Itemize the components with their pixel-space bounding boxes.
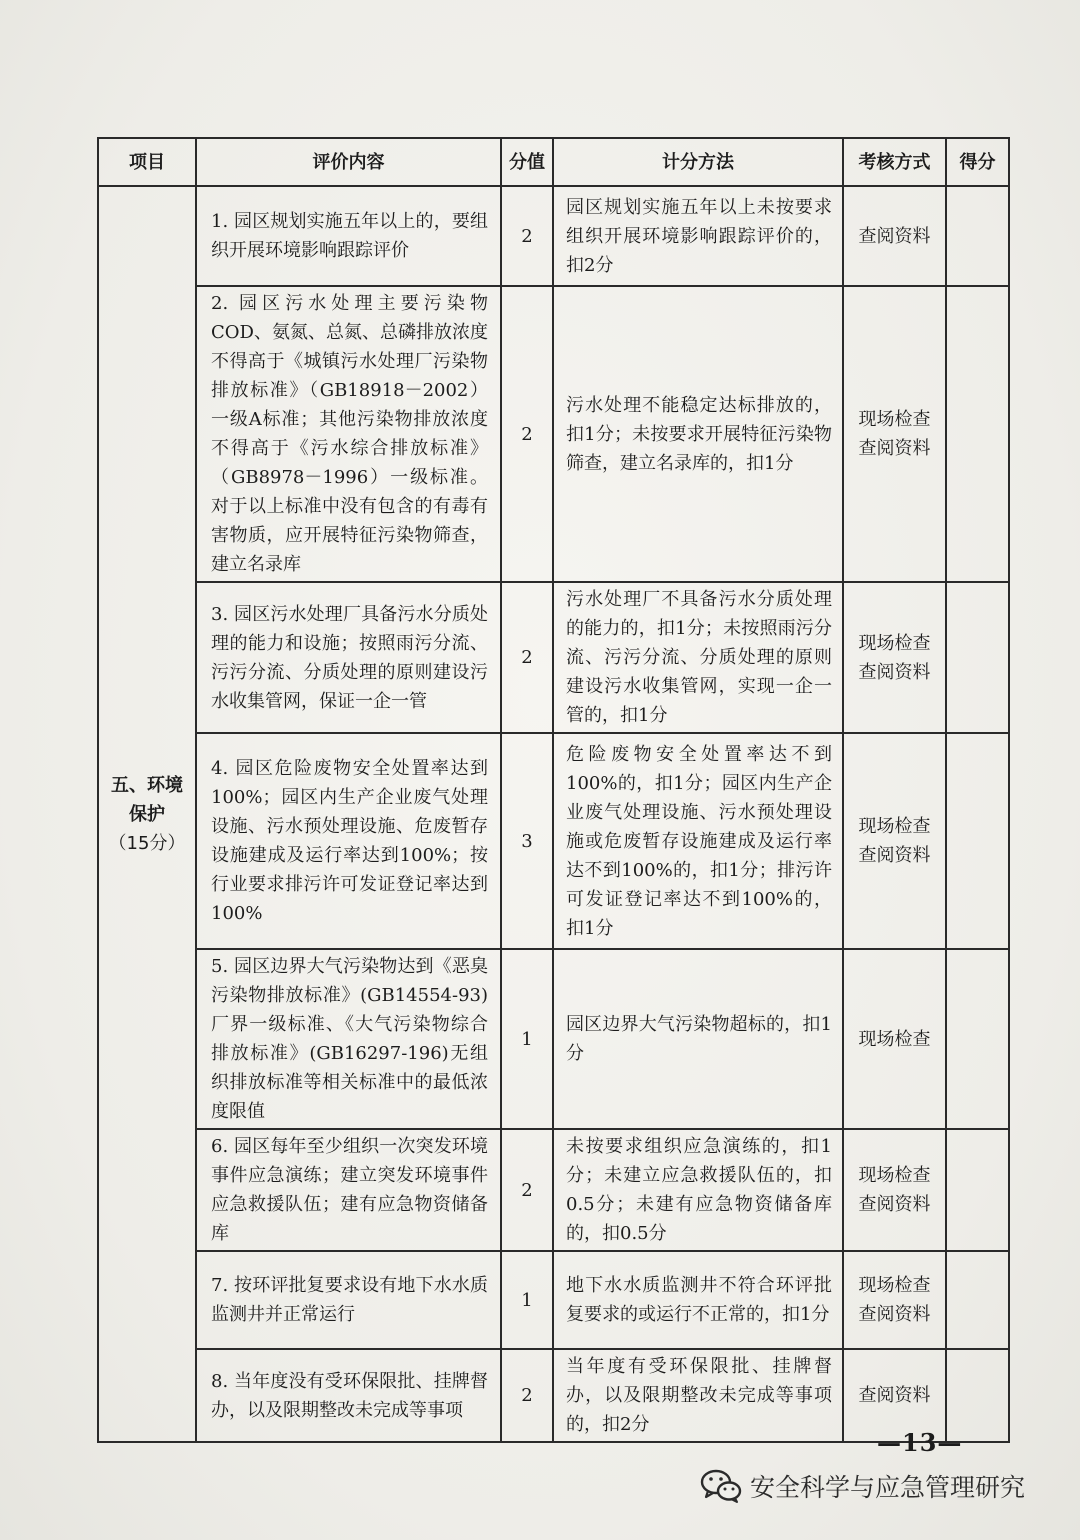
row-mode-line: 现场检查 [858,1275,931,1296]
table-row [98,582,1009,733]
watermark-text: 安全科学与应急管理研究 [750,1473,1026,1502]
row-mode [843,1129,946,1251]
row-content: 8. 当年度没有受环保限批、挂牌督办，以及限期整改未完成等事项 [196,1349,501,1442]
category-line-1: 五、环境 [111,774,183,796]
row-content: 2. 园区污水处理主要污染物COD、氨氮、总氮、总磷排放浓度不得高于《城镇污水处理厂污染物排放标准》（GB18918－2002）一级A标准；其他污染物排放浓度不得高于《污水综合排放标准》（GB8978－1996）一级标准。对于以上标准中没有包含的有毒有害物质，应开展特征污染物筛查，建立名录库 [196,286,501,582]
row-method: 园区边界大气污染物超标的，扣1分 [553,949,843,1129]
page-number: —13— [877,1428,963,1457]
row-score: 2 [501,582,553,733]
row-content: 4. 园区危险废物安全处置率达到100%；园区内生产企业废气处理设施、污水预处理设施、危废暂存设施建成及运行率达到100%；按行业要求排污许可发证登记率达到100% [196,733,501,949]
table-row [98,1129,1009,1251]
row-mode-line: 查阅资料 [858,225,931,247]
table-row [98,733,1009,949]
row-score: 3 [501,733,553,949]
row-content: 5. 园区边界大气污染物达到《恶臭污染物排放标准》(GB14554-93)厂界一级标准、《大气污染物综合排放标准》(GB16297-196)无组织排放标准等相关标准中的最低浓度限值 [196,949,501,1129]
header-method: 计分方法 [553,138,843,186]
row-mode-line: 查阅资料 [858,1385,931,1406]
row-points-cell [946,733,1009,949]
row-mode-line: 查阅资料 [858,438,931,459]
row-mode-line: 查阅资料 [858,845,931,866]
table-row [98,949,1009,1129]
row-score: 2 [501,286,553,582]
row-points-cell [946,1251,1009,1349]
row-mode-line: 现场检查 [858,409,931,430]
row-score: 1 [501,949,553,1129]
watermark [700,1463,1025,1509]
row-mode [843,286,946,582]
row-mode [843,949,946,1129]
row-mode-line: 现场检查 [858,632,931,654]
header-item: 项目 [98,138,196,186]
row-method: 地下水水质监测井不符合环评批复要求的或运行不正常的，扣1分 [553,1251,843,1349]
row-score: 2 [501,1129,553,1251]
row-points-cell [946,286,1009,582]
row-mode-line: 现场检查 [858,1165,931,1186]
row-mode-line: 查阅资料 [858,1194,931,1215]
header-score: 分值 [501,138,553,186]
row-content: 7. 按环评批复要求设有地下水水质监测井并正常运行 [196,1251,501,1349]
row-mode [843,186,946,286]
header-content: 评价内容 [196,138,501,186]
row-method: 未按要求组织应急演练的，扣1分；未建立应急救援队伍的，扣0.5分；未建有应急物资储备库的，扣0.5分 [553,1129,843,1251]
evaluation-table [97,137,1010,1443]
row-mode-line: 查阅资料 [858,661,931,683]
row-method: 当年度有受环保限批、挂牌督办，以及限期整改未完成等事项的，扣2分 [553,1349,843,1442]
row-method: 污水处理不能稳定达标排放的，扣1分；未按要求开展特征污染物筛查，建立名录库的，扣1分 [553,286,843,582]
wechat-icon [700,1468,742,1504]
row-score: 2 [501,186,553,286]
row-points-cell [946,1129,1009,1251]
category-line-3: （15分） [108,832,186,854]
header-assessment: 考核方式 [843,138,946,186]
row-points-cell [946,186,1009,286]
row-mode [843,582,946,733]
row-points-cell [946,582,1009,733]
row-method: 园区规划实施五年以上未按要求组织开展环境影响跟踪评价的，扣2分 [553,186,843,286]
row-mode-line: 现场检查 [858,816,931,837]
row-points-cell [946,949,1009,1129]
header-points: 得分 [946,138,1009,186]
table-header-row [98,138,1009,186]
row-score: 2 [501,1349,553,1442]
row-content: 6. 园区每年至少组织一次突发环境事件应急演练；建立突发环境事件应急救援队伍；建有应急物资储备库 [196,1129,501,1251]
row-mode-line: 现场检查 [858,1028,931,1050]
row-score: 1 [501,1251,553,1349]
row-method: 污水处理厂不具备污水分质处理的能力的，扣1分；未按照雨污分流、污污分流、分质处理的原则建设污水收集管网，实现一企一管的，扣1分 [553,582,843,733]
table-row [98,1349,1009,1442]
row-mode [843,1251,946,1349]
row-mode-line: 查阅资料 [858,1304,931,1325]
category-line-2: 保护 [129,803,165,825]
row-content: 1. 园区规划实施五年以上的，要组织开展环境影响跟踪评价 [196,186,501,286]
row-content: 3. 园区污水处理厂具备污水分质处理的能力和设施；按照雨污分流、污污分流、分质处理的原则建设污水收集管网，保证一企一管 [196,582,501,733]
row-mode [843,733,946,949]
table-row [98,1251,1009,1349]
table-row [98,286,1009,582]
row-method: 危险废物安全处置率达不到100%的，扣1分；园区内生产企业废气处理设施、污水预处理设施或危废暂存设施建成及运行率达不到100%的，扣1分；排污许可发证登记率达不到100%的，扣1分 [553,733,843,949]
table-row [98,186,1009,286]
category-cell [98,186,196,1442]
